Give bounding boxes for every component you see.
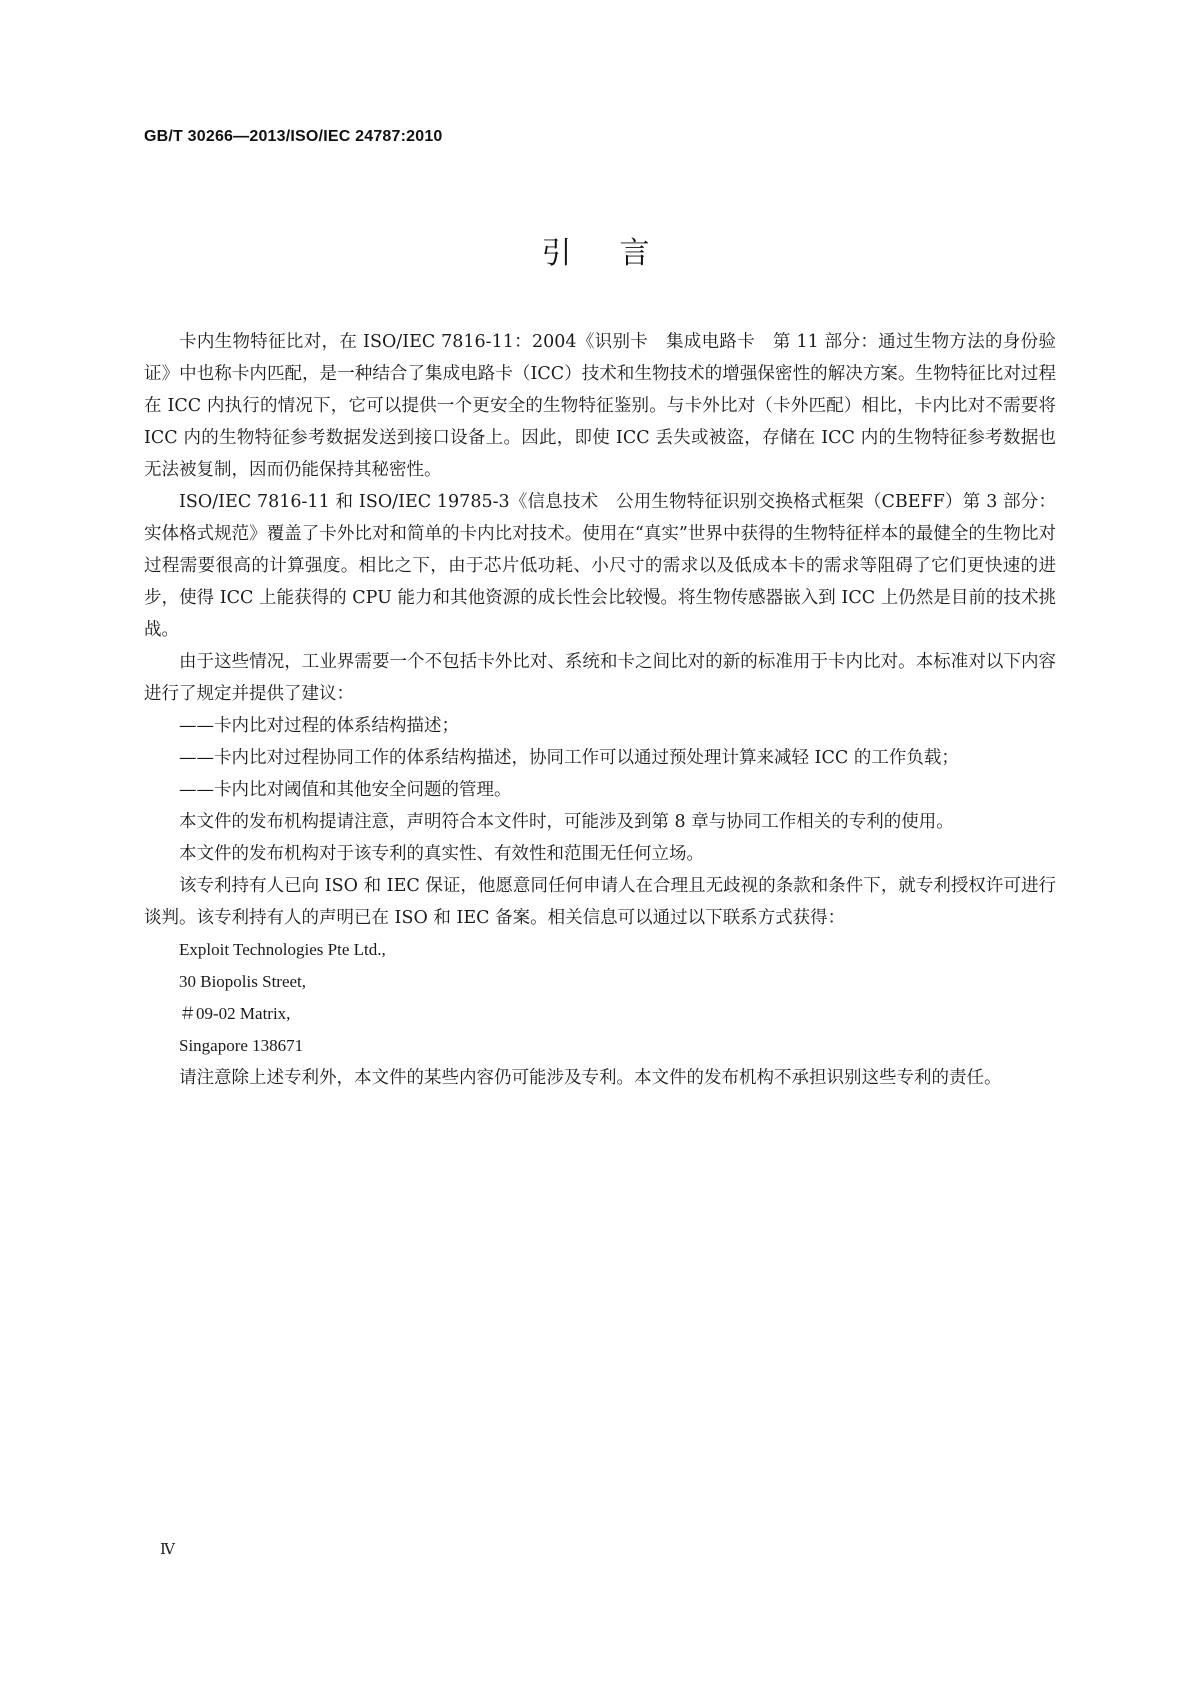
list-item	[144, 774, 1056, 806]
page-number: Ⅳ	[160, 1542, 175, 1558]
paragraph-patent-holder: 该专利持有人已向 ISO 和 IEC 保证，他愿意同任何申请人在合理且无歧视的条款和条件下，就专利授权许可进行谈判。该专利持有人的声明已在 ISO 和 IEC 备案。相关信息可以通过以下联系方式获得：	[144, 876, 1056, 928]
list-dash: ——	[179, 748, 214, 768]
list-item-text: 卡内比对过程的体系结构描述；	[214, 716, 459, 736]
paragraph-need: 由于这些情况，工业界需要一个不包括卡外比对、系统和卡之间比对的新的标准用于卡内比对。本标准对以下内容进行了规定并提供了建议：	[144, 652, 1056, 704]
list-dash: ——	[179, 716, 214, 736]
standard-code-header: GB/T 30266—2013/ISO/IEC 24787:2010	[144, 128, 443, 145]
body-text	[144, 326, 1056, 1094]
list-item	[144, 710, 1056, 742]
paragraph-scope-existing: ISO/IEC 7816-11 和 ISO/IEC 19785-3《信息技术 公用生物特征识别交换格式框架（CBEFF）第 3 部分：实体格式规范》覆盖了卡外比对和简单的卡内比对技术。使用在“真实”世界中获得的生物特征样本的最健全的生物比对过程需要很高的计算强度。相比之下，由于芯片低功耗、小尺寸的需求以及低成本卡的需求等阻碍了它们更快速的进步，使得 ICC 上能获得的 CPU 能力和其他资源的成长性会比较慢。将生物传感器嵌入到 ICC 上仍然是目前的技术挑战。	[144, 492, 1056, 640]
paragraph-intro: 卡内生物特征比对，在 ISO/IEC 7816-11：2004《识别卡 集成电路卡 第 11 部分：通过生物方法的身份验证》中也称卡内匹配，是一种结合了集成电路卡（ICC）技术和生物技术的增强保密性的解决方案。生物特征比对过程在 ICC 内执行的情况下，它可以提供一个更安全的生物特征鉴别。与卡外比对（卡外匹配）相比，卡内比对不需要将 ICC 内的生物特征参考数据发送到接口设备上。因此，即使 ICC 丢失或被盗，存储在 ICC 内的生物特征参考数据也无法被复制，因而仍能保持其秘密性。	[144, 332, 1056, 480]
paragraph-patent-notice: 本文件的发布机构提请注意，声明符合本文件时，可能涉及到第 8 章与协同工作相关的专利的使用。	[179, 812, 954, 832]
address-line: ＃09-02 Matrix,	[179, 1004, 291, 1023]
paragraph-closing: 请注意除上述专利外，本文件的某些内容仍可能涉及专利。本文件的发布机构不承担识别这些专利的责任。	[179, 1068, 1002, 1088]
list-item-text: 卡内比对过程协同工作的体系结构描述，协同工作可以通过预处理计算来减轻 ICC 的工作负载；	[214, 748, 959, 768]
list-dash: ——	[179, 780, 214, 800]
address-line: Singapore 138671	[179, 1036, 304, 1055]
page-title: 引言	[541, 236, 698, 271]
list-item	[144, 742, 1056, 774]
paragraph-patent-position: 本文件的发布机构对于该专利的真实性、有效性和范围无任何立场。	[179, 844, 704, 864]
list-item-text: 卡内比对阈值和其他安全问题的管理。	[214, 780, 512, 800]
address-line: 30 Biopolis Street,	[179, 972, 307, 991]
address-line: Exploit Technologies Pte Ltd.,	[179, 940, 386, 959]
